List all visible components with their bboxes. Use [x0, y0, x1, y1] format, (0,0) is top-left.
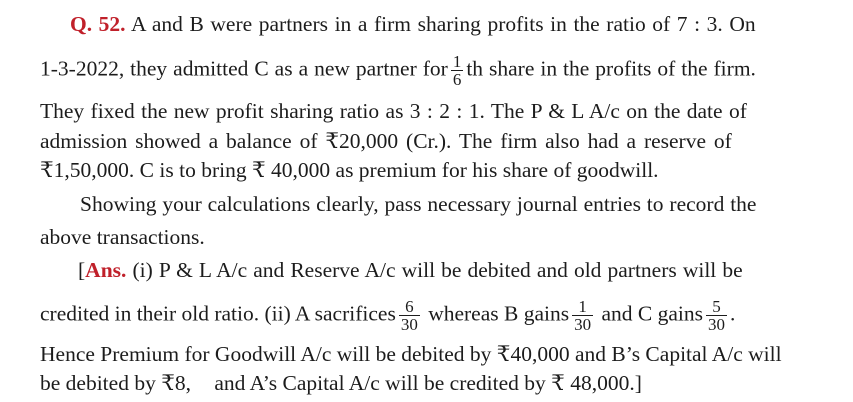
answer-open-bracket: [	[78, 258, 86, 282]
fraction-five-thirtieths	[706, 298, 727, 333]
question-text: above transactions.	[40, 225, 205, 249]
question-line-2	[0, 53, 853, 88]
fraction-denominator: 6	[452, 70, 462, 89]
question-text: 1-3-2022, they admitted C as a new partner for	[40, 56, 448, 81]
answer-text: and A’s Capital A/c will be credited by ₹ 48,000.]	[209, 371, 642, 395]
question-line-6	[0, 192, 853, 216]
question-text: Showing your calculations clearly, pass necessary journal entries to record the	[80, 192, 757, 216]
question-number: Q. 52.	[70, 12, 126, 36]
fraction-one-sixth	[451, 53, 464, 88]
fraction-numerator: 1	[572, 298, 593, 316]
answer-text: .	[730, 301, 736, 326]
answer-line-4	[0, 371, 853, 395]
fraction-denominator: 30	[708, 315, 726, 334]
answer-text: Hence Premium for Goodwill A/c will be debited by ₹40,000 and B’s Capital A/c will	[40, 342, 782, 366]
question-line-4	[0, 129, 853, 153]
question-line-7	[0, 225, 853, 249]
question-line-5	[0, 158, 853, 182]
answer-label: Ans.	[85, 258, 127, 282]
question-line-3	[0, 99, 853, 123]
fraction-denominator: 30	[574, 315, 592, 334]
answer-line-3	[0, 342, 853, 366]
answer-text: be debited by ₹8,	[40, 371, 192, 395]
fraction-six-thirtieths	[399, 298, 420, 333]
answer-line-2	[0, 298, 853, 333]
fraction-numerator: 5	[706, 298, 727, 316]
answer-text: and C gains	[601, 301, 704, 326]
question-line-1	[0, 12, 853, 36]
answer-text: (i) P & L A/c and Reserve A/c will be debited and old partners will be	[126, 258, 743, 282]
question-text: They fixed the new profit sharing ratio as 3 : 2 : 1. The P & L A/c on the date of	[40, 99, 747, 123]
fraction-numerator: 6	[399, 298, 420, 316]
answer-line-1	[0, 258, 853, 282]
question-text: A and B were partners in a firm sharing profits in the ratio of 7 : 3. On	[130, 12, 756, 36]
fraction-denominator: 30	[400, 315, 418, 334]
fraction-one-thirtieth	[572, 298, 593, 333]
answer-text: whereas B gains	[428, 301, 570, 326]
fraction-numerator: 1	[452, 52, 462, 71]
question-text: admission showed a balance of ₹20,000 (Cr.). The firm also had a reserve of	[40, 129, 732, 153]
question-text: ₹1,50,000. C is to bring ₹ 40,000 as premium for his share of goodwill.	[40, 158, 659, 182]
question-text: th share in the profits of the firm.	[466, 56, 756, 81]
answer-text: credited in their old ratio. (ii) A sacrifices	[40, 301, 396, 326]
